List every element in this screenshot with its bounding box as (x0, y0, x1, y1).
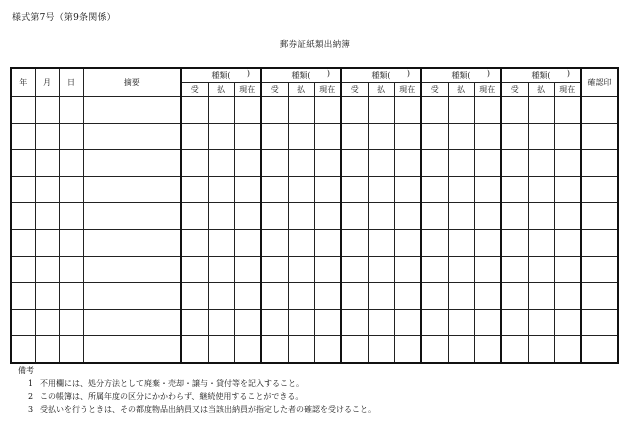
cell-current (234, 123, 261, 150)
cell-current (554, 283, 581, 310)
kind-suffix: ) (406, 69, 410, 78)
cell-current (234, 150, 261, 177)
cell-current (394, 283, 421, 310)
cell-summary (83, 336, 181, 363)
kind-header-1 (181, 68, 261, 83)
cell-receive (181, 150, 208, 177)
cell-summary (83, 256, 181, 283)
cell-receive (421, 203, 448, 230)
table-row (11, 229, 618, 256)
cell-current (474, 176, 501, 203)
cell-month (35, 309, 59, 336)
cell-current (394, 176, 421, 203)
cell-confirm-seal (581, 283, 618, 310)
cell-receive (261, 150, 288, 177)
cell-summary (83, 123, 181, 150)
col-current-header: 現在 (234, 83, 261, 97)
cell-current (554, 256, 581, 283)
cell-pay (288, 97, 314, 124)
kind-header-4 (421, 68, 501, 83)
cell-pay (528, 176, 554, 203)
cell-pay (208, 123, 234, 150)
cell-pay (208, 229, 234, 256)
cell-receive (501, 309, 528, 336)
cell-current (474, 309, 501, 336)
cell-confirm-seal (581, 229, 618, 256)
cell-current (234, 176, 261, 203)
note-text: 受払いを行うときは、その都度物品出納員又は当該出納員が指定した者の確認を受けること。 (40, 405, 376, 414)
cell-year (11, 336, 35, 363)
cell-confirm-seal (581, 123, 618, 150)
cell-current (314, 123, 341, 150)
cell-pay (528, 123, 554, 150)
cell-pay (528, 283, 554, 310)
cell-current (314, 229, 341, 256)
cell-pay (288, 229, 314, 256)
cell-receive (181, 123, 208, 150)
ledger-table (10, 67, 619, 364)
cell-year (11, 229, 35, 256)
cell-pay (448, 203, 474, 230)
cell-pay (208, 283, 234, 310)
cell-pay (208, 97, 234, 124)
cell-confirm-seal (581, 336, 618, 363)
cell-receive (501, 97, 528, 124)
cell-current (314, 256, 341, 283)
cell-year (11, 123, 35, 150)
cell-current (394, 203, 421, 230)
cell-pay (368, 203, 394, 230)
note-number: 1 (28, 379, 34, 388)
table-row (11, 176, 618, 203)
cell-receive (261, 336, 288, 363)
cell-pay (208, 150, 234, 177)
kind-prefix: 種類( (371, 71, 391, 80)
cell-summary (83, 229, 181, 256)
cell-receive (341, 97, 368, 124)
cell-receive (181, 229, 208, 256)
cell-pay (528, 256, 554, 283)
cell-month (35, 150, 59, 177)
cell-receive (181, 176, 208, 203)
cell-pay (528, 97, 554, 124)
cell-month (35, 336, 59, 363)
cell-current (314, 336, 341, 363)
cell-current (554, 309, 581, 336)
kind-header-2 (261, 68, 341, 83)
form-number-label: 様式第7号（第9条関係） (12, 13, 116, 23)
cell-pay (368, 336, 394, 363)
cell-receive (421, 97, 448, 124)
table-row (11, 336, 618, 363)
col-current-header: 現在 (394, 83, 421, 97)
cell-current (234, 309, 261, 336)
kind-header-3 (341, 68, 421, 83)
kind-suffix: ) (326, 69, 330, 78)
cell-current (474, 97, 501, 124)
cell-receive (261, 229, 288, 256)
cell-pay (208, 176, 234, 203)
cell-receive (501, 229, 528, 256)
col-current-header: 現在 (474, 83, 501, 97)
cell-month (35, 256, 59, 283)
cell-receive (501, 203, 528, 230)
cell-receive (181, 283, 208, 310)
cell-receive (421, 150, 448, 177)
cell-pay (288, 256, 314, 283)
cell-current (234, 256, 261, 283)
kind-header-5 (501, 68, 581, 83)
cell-current (474, 256, 501, 283)
cell-confirm-seal (581, 203, 618, 230)
cell-receive (501, 150, 528, 177)
col-receive-header: 受 (261, 83, 288, 97)
cell-current (234, 97, 261, 124)
cell-year (11, 283, 35, 310)
cell-year (11, 176, 35, 203)
table-row (11, 203, 618, 230)
cell-receive (181, 309, 208, 336)
cell-pay (208, 256, 234, 283)
cell-current (554, 123, 581, 150)
cell-current (234, 229, 261, 256)
cell-receive (421, 256, 448, 283)
cell-pay (208, 336, 234, 363)
cell-pay (368, 123, 394, 150)
cell-confirm-seal (581, 150, 618, 177)
cell-current (234, 203, 261, 230)
cell-receive (501, 123, 528, 150)
col-pay-header: 払 (208, 83, 234, 97)
cell-current (474, 229, 501, 256)
cell-receive (261, 256, 288, 283)
cell-confirm-seal (581, 309, 618, 336)
cell-current (554, 150, 581, 177)
cell-pay (368, 229, 394, 256)
cell-pay (208, 309, 234, 336)
cell-current (314, 97, 341, 124)
cell-day (59, 283, 83, 310)
cell-day (59, 336, 83, 363)
cell-year (11, 150, 35, 177)
cell-receive (341, 309, 368, 336)
table-row (11, 123, 618, 150)
cell-pay (448, 283, 474, 310)
notes-heading: 備考 (18, 366, 34, 375)
cell-month (35, 229, 59, 256)
kind-suffix: ) (566, 69, 570, 78)
kind-prefix: 種類( (211, 71, 231, 80)
cell-summary (83, 283, 181, 310)
cell-receive (421, 123, 448, 150)
cell-month (35, 97, 59, 124)
col-day-header: 日 (59, 68, 83, 97)
cell-day (59, 309, 83, 336)
cell-receive (181, 336, 208, 363)
cell-pay (528, 309, 554, 336)
cell-receive (181, 97, 208, 124)
col-receive-header: 受 (501, 83, 528, 97)
col-receive-header: 受 (421, 83, 448, 97)
cell-current (314, 150, 341, 177)
cell-summary (83, 176, 181, 203)
note-item (18, 403, 376, 416)
cell-current (394, 150, 421, 177)
cell-confirm-seal (581, 97, 618, 124)
cell-current (394, 309, 421, 336)
kind-prefix: 種類( (451, 71, 471, 80)
cell-pay (368, 150, 394, 177)
cell-current (554, 176, 581, 203)
cell-pay (288, 203, 314, 230)
cell-receive (421, 176, 448, 203)
cell-pay (448, 97, 474, 124)
cell-receive (341, 176, 368, 203)
cell-current (474, 203, 501, 230)
cell-pay (528, 229, 554, 256)
cell-current (314, 309, 341, 336)
cell-confirm-seal (581, 176, 618, 203)
cell-receive (261, 123, 288, 150)
note-number: 3 (28, 405, 34, 414)
cell-day (59, 123, 83, 150)
cell-pay (288, 123, 314, 150)
cell-pay (448, 229, 474, 256)
cell-pay (368, 176, 394, 203)
cell-day (59, 150, 83, 177)
cell-receive (341, 150, 368, 177)
cell-receive (261, 176, 288, 203)
cell-receive (501, 336, 528, 363)
note-item (18, 390, 376, 403)
cell-current (554, 229, 581, 256)
col-month-header: 月 (35, 68, 59, 97)
cell-month (35, 123, 59, 150)
cell-pay (288, 176, 314, 203)
col-pay-header: 払 (528, 83, 554, 97)
cell-receive (341, 256, 368, 283)
cell-pay (448, 336, 474, 363)
cell-pay (448, 176, 474, 203)
note-number: 2 (28, 392, 34, 401)
cell-current (314, 176, 341, 203)
cell-day (59, 176, 83, 203)
cell-pay (448, 309, 474, 336)
cell-current (394, 97, 421, 124)
cell-pay (288, 336, 314, 363)
kind-suffix: ) (486, 69, 490, 78)
col-receive-header: 受 (341, 83, 368, 97)
cell-month (35, 203, 59, 230)
cell-current (394, 256, 421, 283)
cell-current (234, 336, 261, 363)
cell-current (394, 229, 421, 256)
cell-year (11, 97, 35, 124)
cell-confirm-seal (581, 256, 618, 283)
cell-year (11, 309, 35, 336)
cell-receive (421, 309, 448, 336)
cell-current (314, 283, 341, 310)
cell-pay (448, 256, 474, 283)
col-confirm-seal-header: 確認印 (581, 68, 618, 97)
cell-day (59, 203, 83, 230)
cell-current (554, 97, 581, 124)
cell-pay (528, 203, 554, 230)
cell-receive (261, 97, 288, 124)
cell-summary (83, 150, 181, 177)
cell-month (35, 283, 59, 310)
cell-receive (421, 229, 448, 256)
cell-receive (181, 256, 208, 283)
note-text: 不用欄には、処分方法として廃棄・売却・譲与・貸付等を記入すること。 (40, 379, 304, 388)
col-summary-header: 摘要 (83, 68, 181, 97)
cell-receive (501, 283, 528, 310)
cell-current (234, 283, 261, 310)
ledger-body (11, 97, 618, 363)
col-pay-header: 払 (368, 83, 394, 97)
cell-day (59, 229, 83, 256)
cell-day (59, 97, 83, 124)
col-current-header: 現在 (314, 83, 341, 97)
table-row (11, 97, 618, 124)
cell-receive (341, 123, 368, 150)
cell-receive (181, 203, 208, 230)
cell-pay (208, 203, 234, 230)
cell-receive (341, 283, 368, 310)
cell-receive (341, 336, 368, 363)
page-title: 郵券証紙類出納簿 (279, 40, 351, 50)
cell-pay (288, 150, 314, 177)
cell-receive (421, 336, 448, 363)
kind-prefix: 種類( (531, 71, 551, 80)
cell-pay (368, 256, 394, 283)
note-item (18, 377, 376, 390)
cell-pay (528, 150, 554, 177)
cell-receive (341, 229, 368, 256)
cell-current (474, 336, 501, 363)
notes-section (18, 364, 376, 416)
cell-receive (261, 283, 288, 310)
col-pay-header: 払 (448, 83, 474, 97)
cell-pay (448, 123, 474, 150)
cell-pay (368, 283, 394, 310)
table-row (11, 150, 618, 177)
cell-receive (501, 176, 528, 203)
cell-current (554, 203, 581, 230)
cell-pay (448, 150, 474, 177)
kind-prefix: 種類( (291, 71, 311, 80)
cell-pay (528, 336, 554, 363)
col-current-header: 現在 (554, 83, 581, 97)
cell-current (394, 123, 421, 150)
cell-receive (261, 309, 288, 336)
cell-current (314, 203, 341, 230)
col-pay-header: 払 (288, 83, 314, 97)
cell-current (554, 336, 581, 363)
cell-pay (368, 309, 394, 336)
table-row (11, 309, 618, 336)
cell-pay (288, 283, 314, 310)
table-row (11, 256, 618, 283)
table-row (11, 283, 618, 310)
cell-current (394, 336, 421, 363)
cell-current (474, 283, 501, 310)
note-text: この帳簿は、所属年度の区分にかかわらず、継続使用することができる。 (40, 392, 304, 401)
cell-year (11, 256, 35, 283)
col-receive-header: 受 (181, 83, 208, 97)
cell-receive (421, 283, 448, 310)
cell-receive (261, 203, 288, 230)
cell-receive (501, 256, 528, 283)
cell-pay (368, 97, 394, 124)
cell-day (59, 256, 83, 283)
cell-current (474, 150, 501, 177)
cell-summary (83, 203, 181, 230)
cell-receive (341, 203, 368, 230)
kind-suffix: ) (246, 69, 250, 78)
cell-month (35, 176, 59, 203)
cell-current (474, 123, 501, 150)
cell-pay (288, 309, 314, 336)
col-year-header: 年 (11, 68, 35, 97)
cell-summary (83, 97, 181, 124)
cell-year (11, 203, 35, 230)
cell-summary (83, 309, 181, 336)
